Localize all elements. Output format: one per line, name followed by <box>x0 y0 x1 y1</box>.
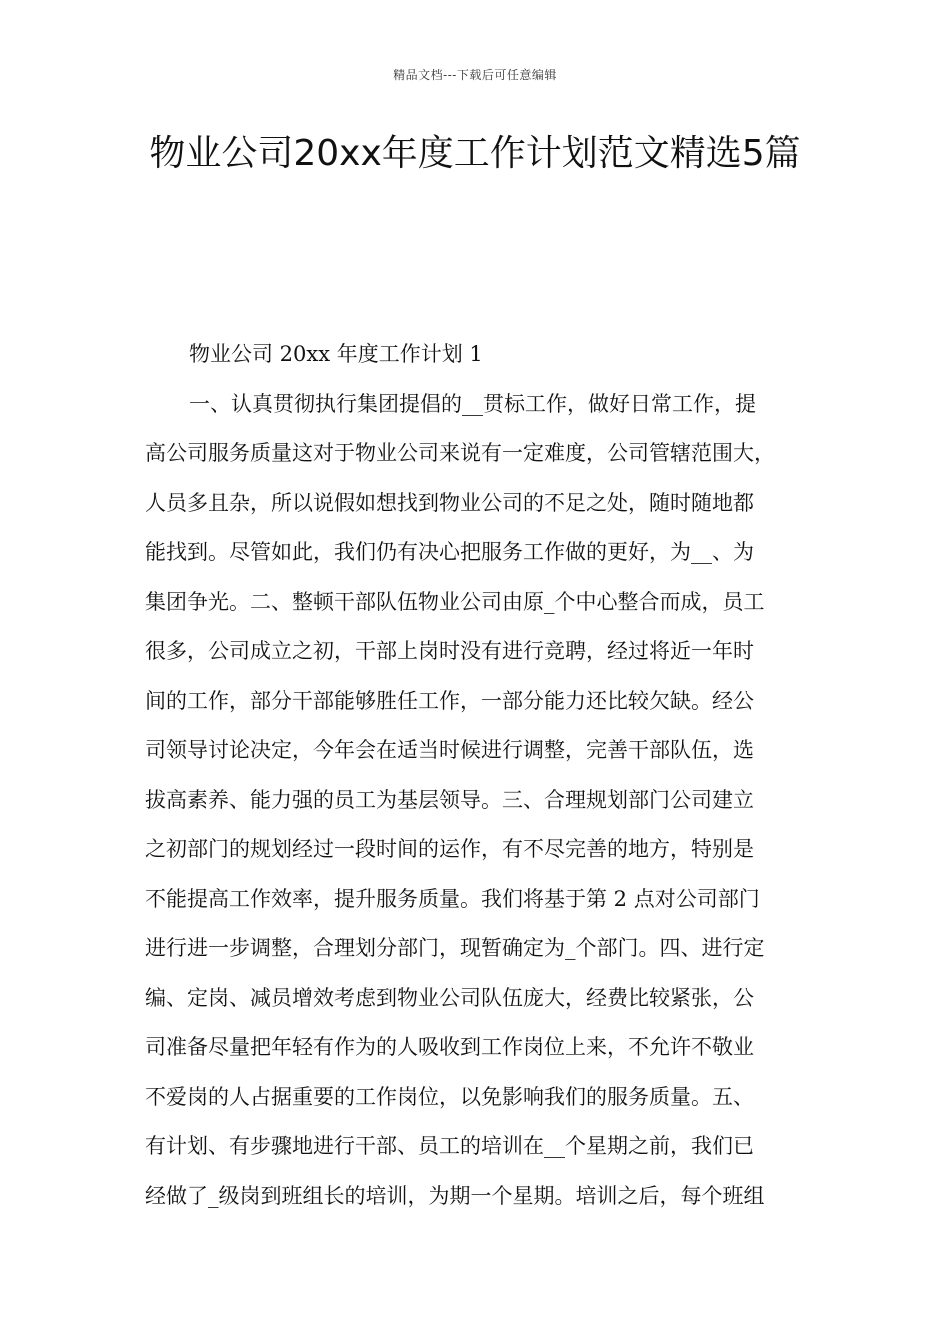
paragraph-line: 人员多且杂，所以说假如想找到物业公司的不足之处，随时随地都 <box>145 490 754 515</box>
paragraph-line: 有计划、有步骤地进行干部、员工的培训在__个星期之前，我们已 <box>145 1134 754 1158</box>
paragraph-line: 不爱岗的人占据重要的工作岗位，以免影响我们的服务质量。五、 <box>145 1084 754 1109</box>
document-title: 物业公司20xx年度工作计划范文精选5篇 <box>149 133 801 174</box>
paragraph-line: 司准备尽量把年轻有作为的人吸收到工作岗位上来，不允许不敬业 <box>145 1035 754 1059</box>
paragraph-line: 高公司服务质量这对于物业公司来说有一定难度，公司管辖范围大， <box>145 441 775 465</box>
paragraph-line: 经做了_级岗到班组长的培训，为期一个星期。培训之后，每个班组 <box>145 1183 765 1208</box>
paragraph-line: 一、认真贯彻执行集团提倡的__贯标工作，做好日常工作，提 <box>189 391 756 416</box>
paragraph-line: 之初部门的规划经过一段时间的运作，有不尽完善的地方，特别是 <box>145 837 754 861</box>
paragraph-line: 能找到。尽管如此，我们仍有决心把服务工作做的更好，为__、为 <box>145 540 754 564</box>
document-body <box>145 330 809 1221</box>
paragraph-line: 司领导讨论决定，今年会在适当时候进行调整，完善干部队伍，选 <box>145 738 754 762</box>
paragraph-line: 拔高素养、能力强的员工为基层领导。三、合理规划部门公司建立 <box>145 787 754 812</box>
section-heading: 物业公司 20xx 年度工作计划 1 <box>189 342 483 366</box>
paragraph-line: 编、定岗、减员增效考虑到物业公司队伍庞大，经费比较紧张，公 <box>145 985 754 1010</box>
paragraph-line: 不能提高工作效率，提升服务质量。我们将基于第 2 点对公司部门 <box>145 886 760 911</box>
paragraph-line: 进行进一步调整，合理划分部门，现暂确定为_个部门。四、进行定 <box>145 936 765 960</box>
header-note: 精品文档---下载后可任意编辑 <box>393 68 557 82</box>
paragraph-line: 很多，公司成立之初，干部上岗时没有进行竞聘，经过将近一年时 <box>145 639 754 663</box>
paragraph-line: 间的工作，部分干部能够胜任工作，一部分能力还比较欠缺。经公 <box>145 688 754 713</box>
paragraph-line: 集团争光。二、整顿干部队伍物业公司由原_个中心整合而成，员工 <box>145 589 765 614</box>
